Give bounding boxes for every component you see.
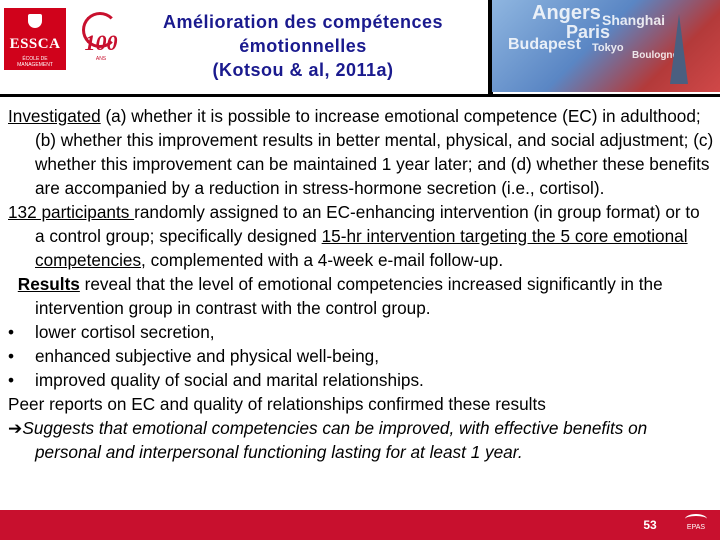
centenary-sub: ANS <box>95 56 107 62</box>
participants-label: 132 participants <box>8 202 135 222</box>
paragraph-results <box>8 272 714 320</box>
slide-title <box>128 10 478 82</box>
arrow-right-icon: ➔ <box>8 418 23 438</box>
title-line-2: émotionnelles <box>239 36 367 56</box>
slide-body <box>8 104 714 464</box>
cities-banner <box>492 0 720 92</box>
bullet-text: enhanced subjective and physical well-being, <box>35 346 379 366</box>
banner-city-3: Paris <box>566 22 611 42</box>
banner-city-5: Tokyo <box>592 42 624 54</box>
banner-city-4: Budapest <box>508 36 581 53</box>
crest-icon <box>28 14 42 28</box>
centenary-logo <box>70 8 132 70</box>
bullet-icon: • <box>8 322 15 342</box>
centenary-number: 100 <box>84 30 118 55</box>
conclusion-text: Suggests that emotional competencies can be improved, with effective benefits on personal and interpersonal functioning lasting for at least 1 year. <box>22 418 648 462</box>
paragraph-peer-reports: Peer reports on EC and quality of relationships confirmed these results <box>8 394 546 414</box>
eiffel-tower-icon <box>670 14 688 84</box>
banner-city-6: Boulogne <box>632 50 679 61</box>
title-line-3: (Kotsou & al, 2011a) <box>212 60 394 80</box>
bullet-icon: • <box>8 370 15 390</box>
intervention-highlight: 15-hr intervention targeting the 5 core emotional competencies <box>35 226 688 270</box>
banner-city-2: Shanghai <box>602 12 666 28</box>
banner-city-1: Angers <box>532 2 601 24</box>
essca-logo-sub: ÉCOLE DE MANAGEMENT <box>17 56 53 68</box>
investigated-text: (a) whether it is possible to increase emotional competence (EC) in adulthood; (b) whether this improvement results in better mental, physical, and social adjustment; (c) whether this improvement can be maintained 1 year later; and (d) whether these benefits are accompanied by a reduction in stress-hormone secretion (i.e., cortisol). <box>35 106 714 198</box>
list-item <box>8 344 714 368</box>
paragraph-investigated <box>8 104 714 200</box>
bullet-text: improved quality of social and marital relationships. <box>35 370 424 390</box>
epas-logo-text: EPAS <box>686 524 706 531</box>
title-line-1: Amélioration des compétences <box>162 12 444 32</box>
header-rule <box>0 94 720 97</box>
epas-logo <box>676 514 716 538</box>
list-item <box>8 320 714 344</box>
essca-logo <box>4 8 66 70</box>
participants-text-end: , complemented with a 4-week e-mail follow-up. <box>141 250 504 270</box>
slide-header <box>0 0 720 94</box>
slide-footer <box>0 510 720 540</box>
list-item <box>8 368 714 392</box>
swoosh-icon <box>685 514 707 524</box>
paragraph-conclusion <box>8 416 714 464</box>
bullet-text: lower cortisol secretion, <box>35 322 215 342</box>
participants-text: randomly assigned to an EC-enhancing intervention (in group format) or to a control group; specifically designed <box>35 202 700 246</box>
results-text: reveal that the level of emotional competencies increased significantly in the intervention group in contrast with the control group. <box>35 274 663 318</box>
results-label: Results <box>17 274 80 294</box>
page-number: 53 <box>643 518 657 532</box>
paragraph-participants <box>8 200 714 272</box>
investigated-label: Investigated <box>8 106 101 126</box>
bullet-icon: • <box>8 346 15 366</box>
essca-logo-name: ESSCA <box>9 36 61 52</box>
